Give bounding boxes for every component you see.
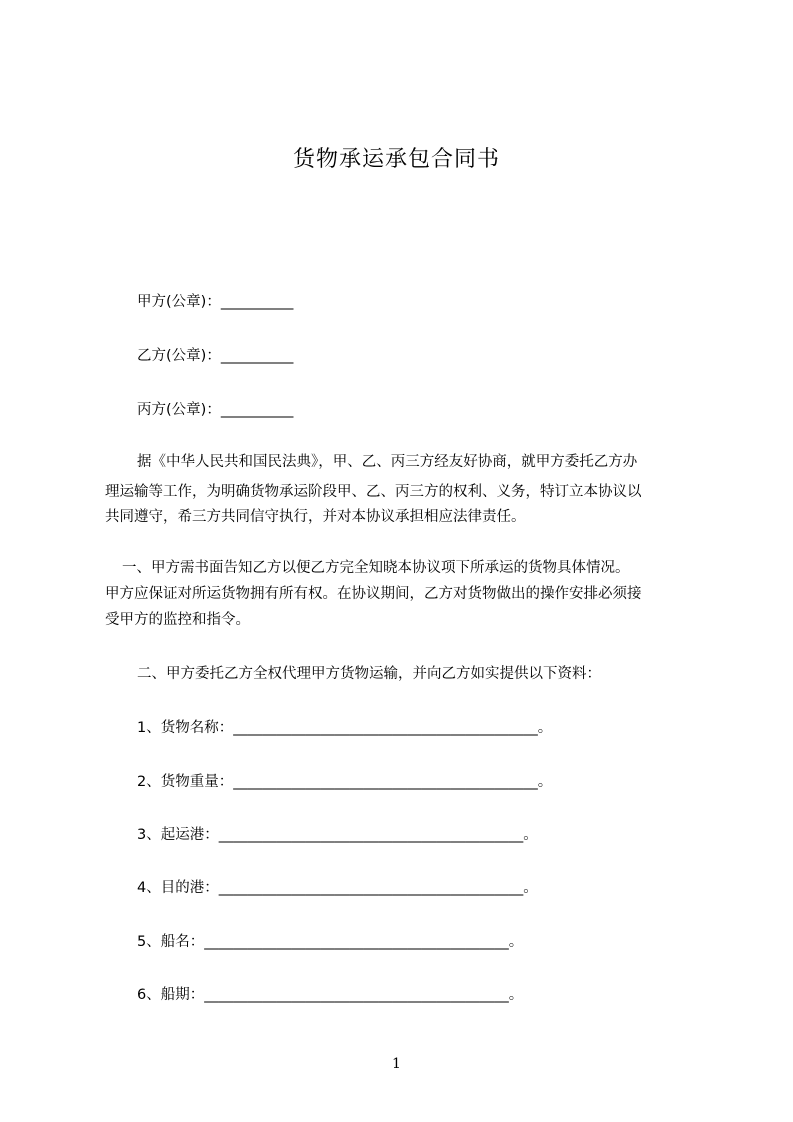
field-cargo-name: 1、货物名称：__________________________________________。 xyxy=(137,720,553,736)
field-origin-port: 3、起运港：__________________________________________。 xyxy=(137,827,538,843)
clause1-line-1: 一、甲方需书面告知乙方以便乙方完全知晓本协议项下所承运的货物具体情况。 xyxy=(122,560,630,576)
intro-line-3: 共同遵守，希三方共同信守执行，并对本协议承担相应法律责任。 xyxy=(105,509,526,525)
field-destination-port: 4、目的港：__________________________________________。 xyxy=(137,880,538,896)
clause1-line-3: 受甲方的监控和指令。 xyxy=(105,612,250,628)
page-number: 1 xyxy=(392,1056,401,1072)
document-title: 货物承运承包合同书 xyxy=(292,147,500,172)
intro-line-1: 据《中华人民共和国民法典》，甲、乙、丙三方经友好协商，就甲方委托乙方办 xyxy=(137,454,638,470)
field-ship-name: 5、船名：__________________________________________。 xyxy=(137,934,524,950)
party-a-line: 甲方(公章)：__________ xyxy=(137,294,294,310)
party-c-line: 丙方(公章)：__________ xyxy=(137,402,294,418)
field-cargo-weight: 2、货物重量：__________________________________________。 xyxy=(137,774,553,790)
clause2-line: 二、甲方委托乙方全权代理甲方货物运输，并向乙方如实提供以下资料： xyxy=(137,666,601,682)
clause1-line-2: 甲方应保证对所运货物拥有所有权。在协议期间，乙方对货物做出的操作安排必须接 xyxy=(105,586,642,602)
party-b-line: 乙方(公章)：__________ xyxy=(137,348,294,364)
intro-line-2: 理运输等工作，为明确货物承运阶段甲、乙、丙三方的权利、义务，特订立本协议以 xyxy=(105,484,642,500)
field-sailing-date: 6、船期：__________________________________________。 xyxy=(137,987,524,1003)
